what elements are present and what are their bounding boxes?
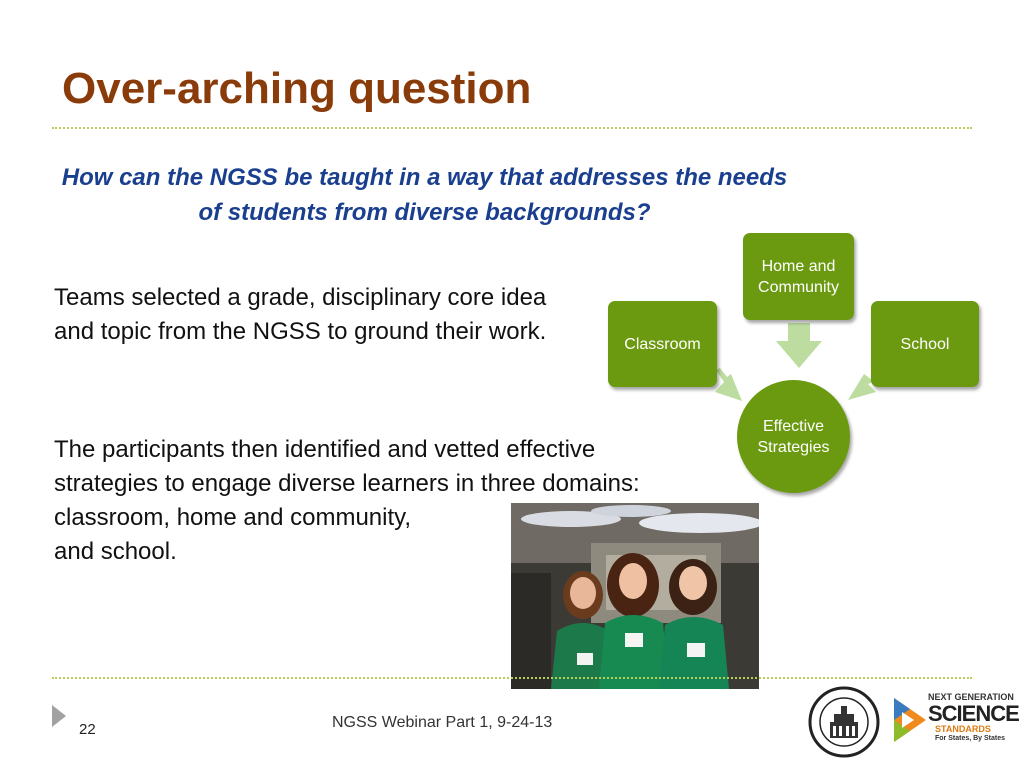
paragraph-line: strategies to engage diverse learners in three domains: [54,470,640,497]
school-box [871,301,979,387]
paragraph-line: and school. [54,538,177,565]
home-community-box [743,233,854,320]
slide-title: Over-arching question [62,64,532,113]
bottom-divider [52,677,972,679]
ngss-logo-top: NEXT GENERATION [928,692,1014,702]
paragraph-line: classroom, home and community, [54,504,412,531]
home-community-label: Home and Community [758,257,839,296]
footer-text: NGSS Webinar Part 1, 9-24-13 [332,714,553,731]
effective-strategies-circle [737,380,850,493]
arrow-left-diag [715,368,742,401]
effective-strategies-label: Effective Strategies [757,417,830,456]
over-arching-question: How can the NGSS be taught in a way that addresses the needs of students from diverse backgrounds? [61,164,788,226]
ngss-logo-tagline: For States, By States [935,735,1006,742]
arrow-down [776,323,822,368]
classroom-box [608,301,717,387]
team-photo [511,503,759,689]
paragraph-line: The participants then identified and vetted effective [54,436,596,463]
superintendent-seal-logo [808,686,880,758]
footer-triangle-icon [52,705,66,727]
school-label: School [900,335,950,353]
ngss-logo-main: SCIENCE [928,701,1019,726]
top-divider [52,127,972,129]
ngss-logo-sub: STANDARDS [935,724,991,734]
paragraph-teams: Teams selected a grade, disciplinary core idea and topic from the NGSS to ground their work. [54,284,547,345]
classroom-label: Classroom [624,335,701,353]
page-number: 22 [79,721,96,738]
